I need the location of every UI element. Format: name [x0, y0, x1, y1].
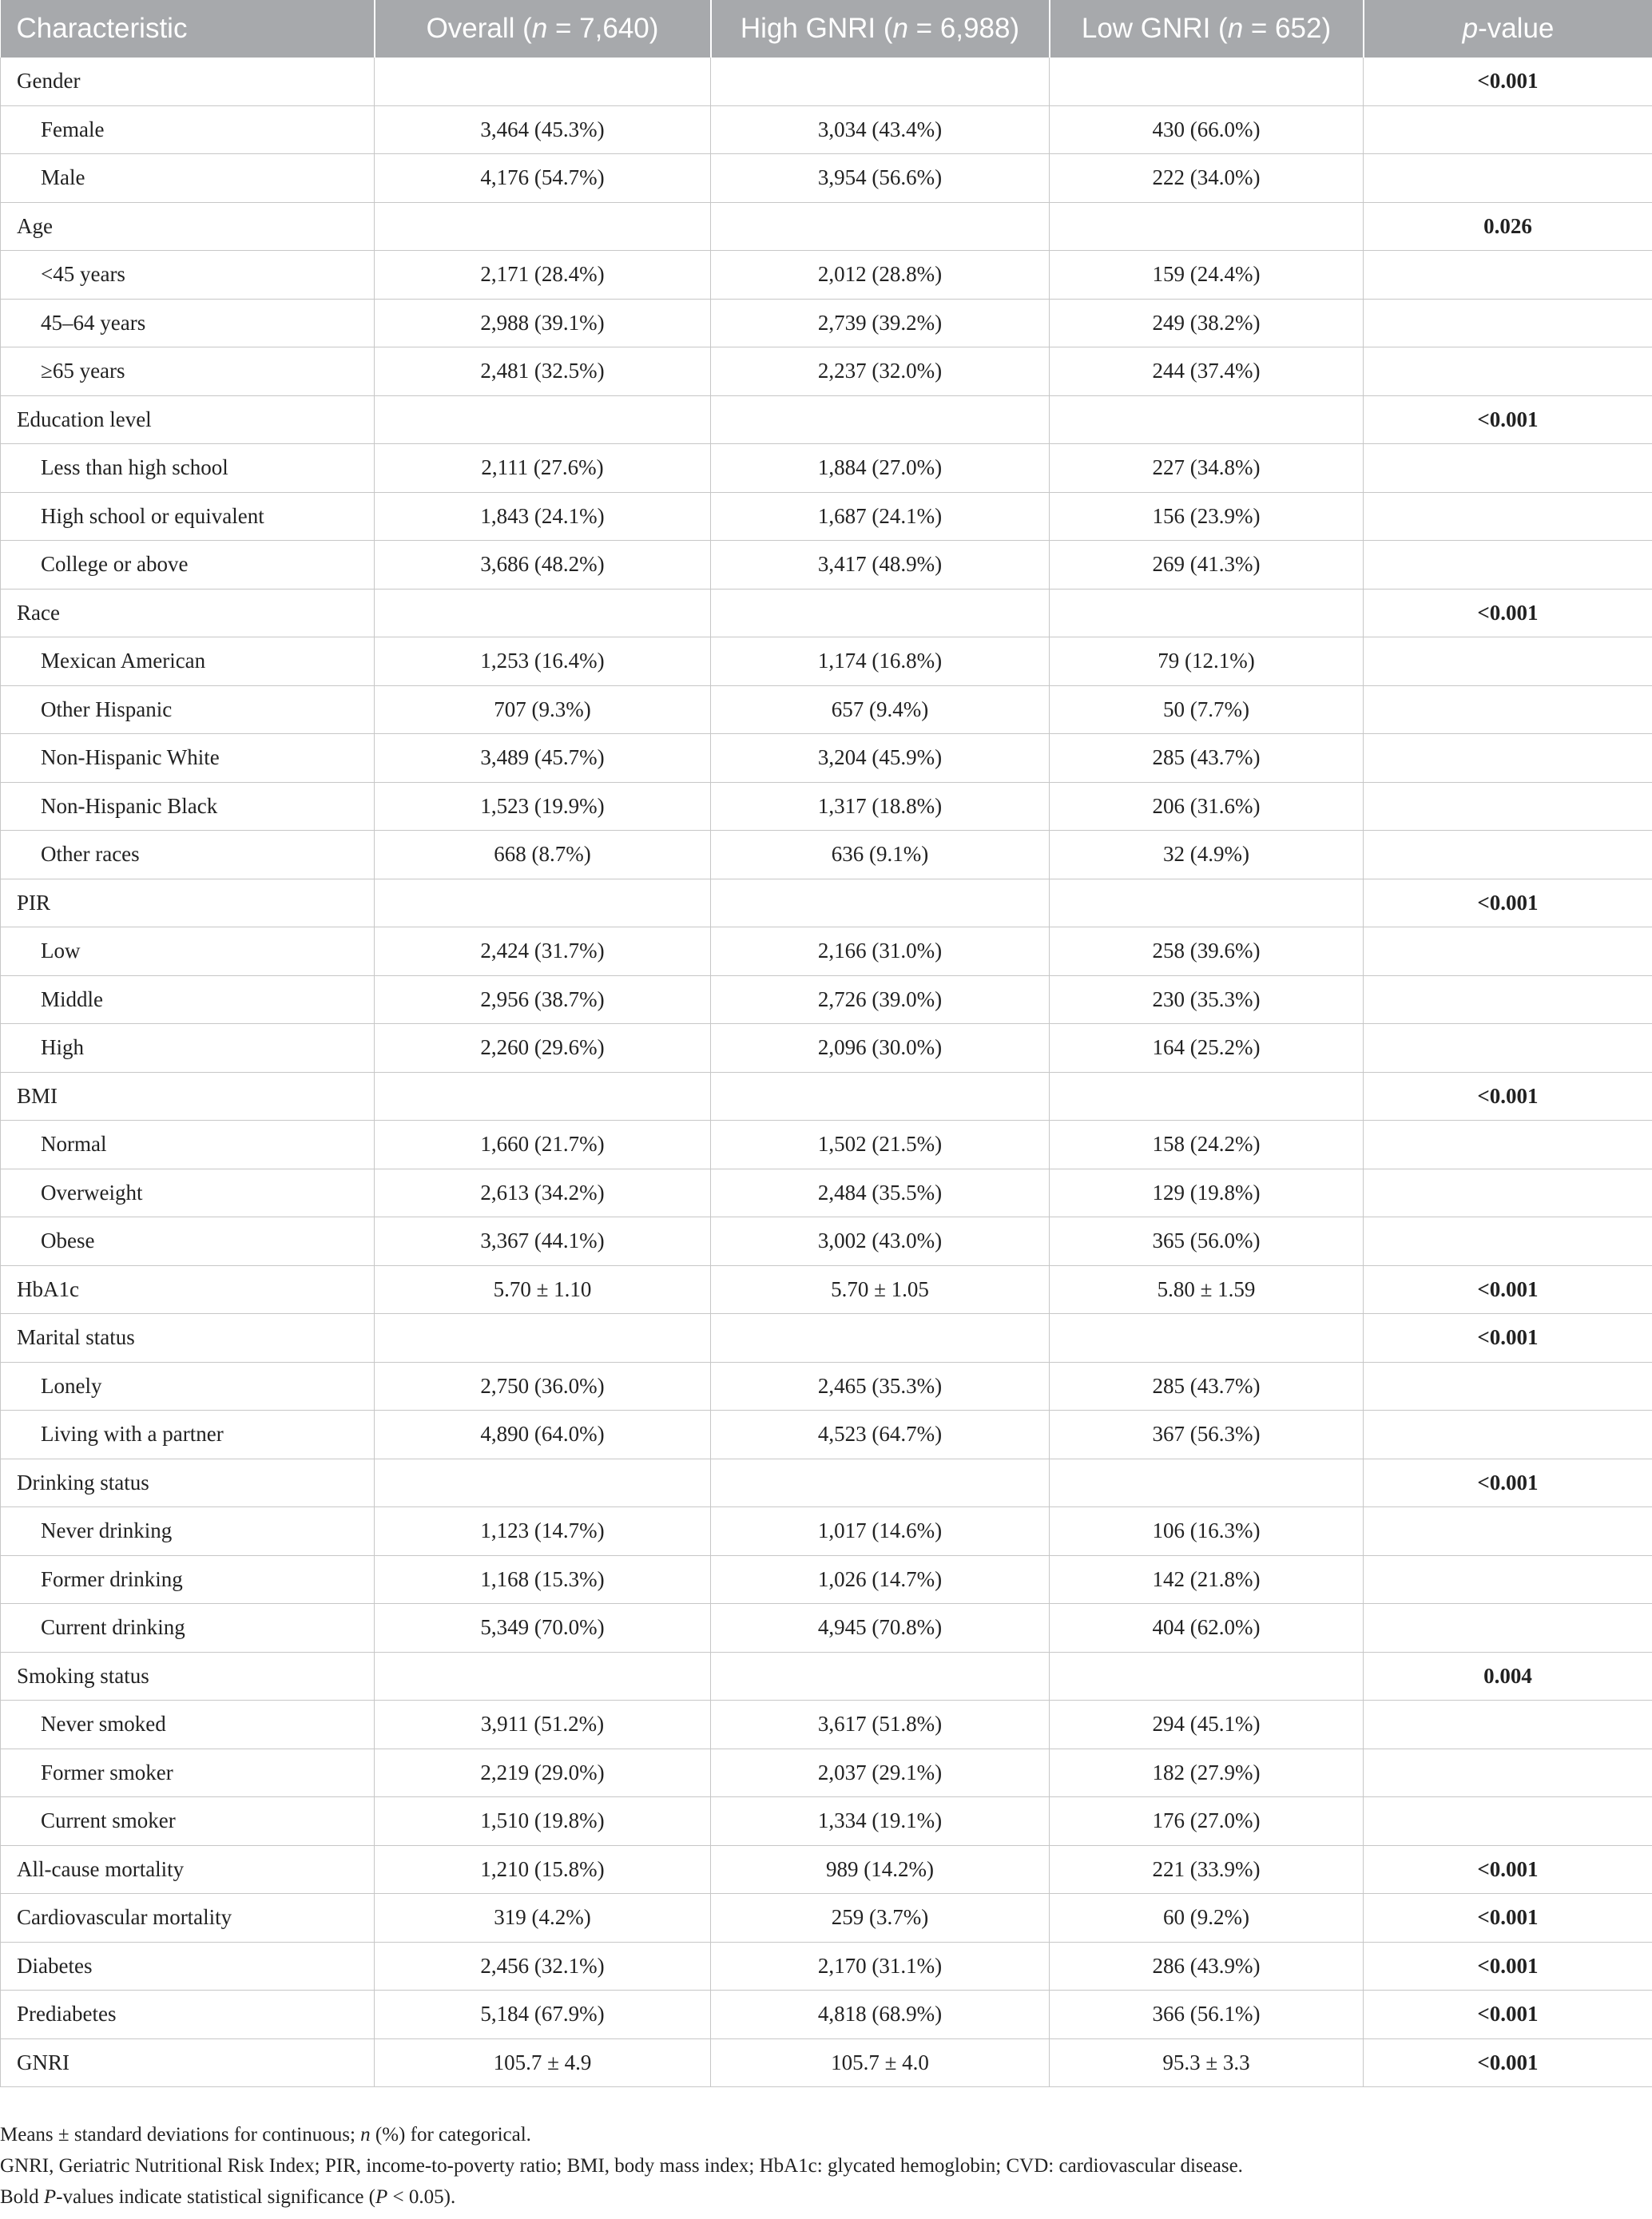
table-row: [1, 975, 1652, 1024]
row-label: Living with a partner: [1, 1411, 375, 1459]
header-low-gnri: Low GNRI (n = 652): [1050, 0, 1364, 58]
table-row: [1, 154, 1652, 203]
cell-p-value: <0.001: [1364, 1845, 1652, 1894]
cell-low-gnri: [1050, 1072, 1364, 1121]
cell-high-gnri: 1,026 (14.7%): [711, 1555, 1050, 1604]
cell-high-gnri: 3,417 (48.9%): [711, 541, 1050, 589]
cell-high-gnri: [711, 395, 1050, 444]
cell-high-gnri: 105.7 ± 4.0: [711, 2038, 1050, 2087]
cell-overall: 5,349 (70.0%): [375, 1604, 711, 1653]
row-label: Current smoker: [1, 1797, 375, 1846]
row-label: College or above: [1, 541, 375, 589]
row-label: Drinking status: [1, 1459, 375, 1507]
row-label: Current drinking: [1, 1604, 375, 1653]
cell-p-value: [1364, 154, 1652, 203]
cell-p-value: [1364, 637, 1652, 686]
cell-low-gnri: [1050, 589, 1364, 637]
row-label: Age: [1, 202, 375, 251]
row-label: <45 years: [1, 251, 375, 300]
row-label: Smoking status: [1, 1652, 375, 1701]
table-row: [1, 927, 1652, 976]
cell-overall: [375, 1314, 711, 1363]
cell-overall: 1,168 (15.3%): [375, 1555, 711, 1604]
row-label: ≥65 years: [1, 347, 375, 396]
table-row: [1, 831, 1652, 879]
cell-low-gnri: [1050, 1459, 1364, 1507]
cell-p-value: [1364, 1362, 1652, 1411]
table-row: [1, 1604, 1652, 1653]
cell-overall: 1,843 (24.1%): [375, 492, 711, 541]
row-label: GNRI: [1, 2038, 375, 2087]
table-row: [1, 1991, 1652, 2039]
cell-overall: 2,956 (38.7%): [375, 975, 711, 1024]
cell-low-gnri: 182 (27.9%): [1050, 1749, 1364, 1797]
row-label: Other races: [1, 831, 375, 879]
cell-p-value: <0.001: [1364, 1265, 1652, 1314]
cell-low-gnri: 285 (43.7%): [1050, 734, 1364, 783]
cell-low-gnri: 106 (16.3%): [1050, 1507, 1364, 1556]
table-row: [1, 1121, 1652, 1169]
cell-overall: 5,184 (67.9%): [375, 1991, 711, 2039]
cell-overall: [375, 1072, 711, 1121]
cell-high-gnri: [711, 1072, 1050, 1121]
cell-low-gnri: 206 (31.6%): [1050, 782, 1364, 831]
cell-high-gnri: 2,237 (32.0%): [711, 347, 1050, 396]
cell-low-gnri: 230 (35.3%): [1050, 975, 1364, 1024]
row-label: High: [1, 1024, 375, 1073]
cell-high-gnri: 2,484 (35.5%): [711, 1169, 1050, 1217]
row-label: Mexican American: [1, 637, 375, 686]
cell-high-gnri: 4,523 (64.7%): [711, 1411, 1050, 1459]
cell-p-value: <0.001: [1364, 2038, 1652, 2087]
cell-p-value: [1364, 492, 1652, 541]
cell-low-gnri: 5.80 ± 1.59: [1050, 1265, 1364, 1314]
cell-overall: 707 (9.3%): [375, 685, 711, 734]
table-row: [1, 444, 1652, 493]
cell-p-value: <0.001: [1364, 1894, 1652, 1943]
cell-high-gnri: 2,037 (29.1%): [711, 1749, 1050, 1797]
row-label: Never drinking: [1, 1507, 375, 1556]
cell-p-value: [1364, 1507, 1652, 1556]
table-row: [1, 347, 1652, 396]
row-label: Overweight: [1, 1169, 375, 1217]
cell-overall: 2,111 (27.6%): [375, 444, 711, 493]
cell-overall: 3,464 (45.3%): [375, 105, 711, 154]
table-row: [1, 879, 1652, 927]
cell-high-gnri: 4,818 (68.9%): [711, 1991, 1050, 2039]
cell-low-gnri: 221 (33.9%): [1050, 1845, 1364, 1894]
table-row: [1, 1555, 1652, 1604]
cell-high-gnri: [711, 1459, 1050, 1507]
cell-p-value: [1364, 1749, 1652, 1797]
cell-high-gnri: [711, 1652, 1050, 1701]
cell-low-gnri: 367 (56.3%): [1050, 1411, 1364, 1459]
cell-high-gnri: [711, 589, 1050, 637]
cell-high-gnri: 2,465 (35.3%): [711, 1362, 1050, 1411]
row-label: Former drinking: [1, 1555, 375, 1604]
cell-high-gnri: 4,945 (70.8%): [711, 1604, 1050, 1653]
row-label: Race: [1, 589, 375, 637]
row-label: HbA1c: [1, 1265, 375, 1314]
table-row: [1, 637, 1652, 686]
cell-overall: 2,481 (32.5%): [375, 347, 711, 396]
row-label: Non-Hispanic White: [1, 734, 375, 783]
cell-overall: 3,686 (48.2%): [375, 541, 711, 589]
table-row: [1, 1894, 1652, 1943]
cell-overall: 2,988 (39.1%): [375, 299, 711, 347]
cell-low-gnri: 32 (4.9%): [1050, 831, 1364, 879]
cell-overall: 1,660 (21.7%): [375, 1121, 711, 1169]
table-row: [1, 1701, 1652, 1749]
cell-low-gnri: 60 (9.2%): [1050, 1894, 1364, 1943]
cell-overall: [375, 1652, 711, 1701]
header-overall: Overall (n = 7,640): [375, 0, 711, 58]
cell-overall: 3,489 (45.7%): [375, 734, 711, 783]
row-label: Marital status: [1, 1314, 375, 1363]
cell-high-gnri: 3,204 (45.9%): [711, 734, 1050, 783]
row-label: Middle: [1, 975, 375, 1024]
cell-overall: 1,510 (19.8%): [375, 1797, 711, 1846]
cell-overall: 1,210 (15.8%): [375, 1845, 711, 1894]
cell-low-gnri: 244 (37.4%): [1050, 347, 1364, 396]
cell-overall: 3,911 (51.2%): [375, 1701, 711, 1749]
cell-p-value: [1364, 347, 1652, 396]
table-row: [1, 1797, 1652, 1846]
table-row: [1, 1749, 1652, 1797]
table-row: [1, 1265, 1652, 1314]
cell-low-gnri: 129 (19.8%): [1050, 1169, 1364, 1217]
cell-overall: [375, 879, 711, 927]
footnote-means: Means ± standard deviations for continuous; n (%) for categorical.: [0, 2124, 531, 2146]
cell-high-gnri: 2,739 (39.2%): [711, 299, 1050, 347]
cell-overall: 2,171 (28.4%): [375, 251, 711, 300]
row-label: Former smoker: [1, 1749, 375, 1797]
table-footnotes: [0, 2122, 1652, 2215]
row-label: Never smoked: [1, 1701, 375, 1749]
cell-low-gnri: 269 (41.3%): [1050, 541, 1364, 589]
cell-low-gnri: 258 (39.6%): [1050, 927, 1364, 976]
cell-overall: 2,260 (29.6%): [375, 1024, 711, 1073]
cell-p-value: [1364, 1169, 1652, 1217]
cell-p-value: <0.001: [1364, 58, 1652, 105]
header-high-gnri: High GNRI (n = 6,988): [711, 0, 1050, 58]
table-row: [1, 1845, 1652, 1894]
cell-low-gnri: 79 (12.1%): [1050, 637, 1364, 686]
cell-p-value: <0.001: [1364, 1459, 1652, 1507]
cell-high-gnri: 2,170 (31.1%): [711, 1942, 1050, 1991]
cell-p-value: [1364, 541, 1652, 589]
cell-high-gnri: 3,002 (43.0%): [711, 1217, 1050, 1266]
table-row: [1, 58, 1652, 105]
cell-high-gnri: 989 (14.2%): [711, 1845, 1050, 1894]
cell-p-value: [1364, 1797, 1652, 1846]
cell-p-value: [1364, 1604, 1652, 1653]
table-row: [1, 782, 1652, 831]
cell-high-gnri: 3,034 (43.4%): [711, 105, 1050, 154]
cell-p-value: <0.001: [1364, 1314, 1652, 1363]
cell-p-value: [1364, 1555, 1652, 1604]
row-label: Education level: [1, 395, 375, 444]
table-row: [1, 1942, 1652, 1991]
cell-p-value: [1364, 782, 1652, 831]
cell-low-gnri: [1050, 1314, 1364, 1363]
cell-p-value: [1364, 734, 1652, 783]
cell-overall: 2,219 (29.0%): [375, 1749, 711, 1797]
table-row: [1, 1314, 1652, 1363]
cell-overall: 1,123 (14.7%): [375, 1507, 711, 1556]
cell-low-gnri: 404 (62.0%): [1050, 1604, 1364, 1653]
table-row: [1, 202, 1652, 251]
cell-high-gnri: 657 (9.4%): [711, 685, 1050, 734]
cell-high-gnri: 1,334 (19.1%): [711, 1797, 1050, 1846]
cell-high-gnri: [711, 879, 1050, 927]
cell-p-value: [1364, 105, 1652, 154]
cell-p-value: [1364, 1411, 1652, 1459]
row-label: Cardiovascular mortality: [1, 1894, 375, 1943]
cell-overall: 3,367 (44.1%): [375, 1217, 711, 1266]
table-row: [1, 395, 1652, 444]
table-row: [1, 2038, 1652, 2087]
cell-low-gnri: 176 (27.0%): [1050, 1797, 1364, 1846]
table-row: [1, 1169, 1652, 1217]
table-row: [1, 1459, 1652, 1507]
footnote-significance: Bold P-values indicate statistical significance (P < 0.05).: [0, 2186, 456, 2208]
cell-low-gnri: 249 (38.2%): [1050, 299, 1364, 347]
row-label: Female: [1, 105, 375, 154]
cell-overall: [375, 202, 711, 251]
row-label: Non-Hispanic Black: [1, 782, 375, 831]
cell-overall: 2,613 (34.2%): [375, 1169, 711, 1217]
cell-low-gnri: [1050, 1652, 1364, 1701]
cell-p-value: <0.001: [1364, 1991, 1652, 2039]
cell-p-value: [1364, 1024, 1652, 1073]
table-row: [1, 492, 1652, 541]
header-p-value: p-value: [1364, 0, 1652, 58]
cell-overall: [375, 395, 711, 444]
cell-p-value: [1364, 1701, 1652, 1749]
cell-low-gnri: 95.3 ± 3.3: [1050, 2038, 1364, 2087]
table-body: [1, 58, 1652, 2087]
cell-p-value: [1364, 444, 1652, 493]
cell-high-gnri: 1,317 (18.8%): [711, 782, 1050, 831]
cell-low-gnri: 227 (34.8%): [1050, 444, 1364, 493]
table-row: [1, 1411, 1652, 1459]
cell-p-value: [1364, 1121, 1652, 1169]
row-label: BMI: [1, 1072, 375, 1121]
row-label: Other Hispanic: [1, 685, 375, 734]
cell-high-gnri: 2,726 (39.0%): [711, 975, 1050, 1024]
cell-low-gnri: 159 (24.4%): [1050, 251, 1364, 300]
cell-p-value: <0.001: [1364, 879, 1652, 927]
table-row: [1, 1652, 1652, 1701]
header-row: [1, 0, 1652, 58]
table-row: [1, 105, 1652, 154]
header-characteristic: Characteristic: [1, 0, 375, 58]
cell-p-value: [1364, 831, 1652, 879]
row-label: Gender: [1, 58, 375, 105]
cell-p-value: <0.001: [1364, 1072, 1652, 1121]
footnote-abbreviations: GNRI, Geriatric Nutritional Risk Index; PIR, income-to-poverty ratio; BMI, body mass index; HbA1c: glycated hemoglobin; CVD: cardiovascular disease.: [0, 2155, 1243, 2177]
cell-p-value: <0.001: [1364, 589, 1652, 637]
cell-p-value: [1364, 975, 1652, 1024]
row-label: High school or equivalent: [1, 492, 375, 541]
cell-high-gnri: [711, 1314, 1050, 1363]
row-label: Prediabetes: [1, 1991, 375, 2039]
cell-low-gnri: 50 (7.7%): [1050, 685, 1364, 734]
cell-low-gnri: 286 (43.9%): [1050, 1942, 1364, 1991]
cell-high-gnri: [711, 202, 1050, 251]
cell-p-value: [1364, 299, 1652, 347]
cell-p-value: [1364, 1217, 1652, 1266]
cell-low-gnri: 365 (56.0%): [1050, 1217, 1364, 1266]
row-label: PIR: [1, 879, 375, 927]
cell-high-gnri: 1,017 (14.6%): [711, 1507, 1050, 1556]
cell-overall: 105.7 ± 4.9: [375, 2038, 711, 2087]
cell-low-gnri: 430 (66.0%): [1050, 105, 1364, 154]
cell-high-gnri: 1,884 (27.0%): [711, 444, 1050, 493]
cell-low-gnri: 222 (34.0%): [1050, 154, 1364, 203]
cell-high-gnri: 1,687 (24.1%): [711, 492, 1050, 541]
cell-low-gnri: 366 (56.1%): [1050, 1991, 1364, 2039]
row-label: Male: [1, 154, 375, 203]
cell-high-gnri: 3,617 (51.8%): [711, 1701, 1050, 1749]
cell-low-gnri: 142 (21.8%): [1050, 1555, 1364, 1604]
cell-high-gnri: 259 (3.7%): [711, 1894, 1050, 1943]
table-row: [1, 685, 1652, 734]
cell-low-gnri: 158 (24.2%): [1050, 1121, 1364, 1169]
cell-p-value: [1364, 251, 1652, 300]
cell-low-gnri: [1050, 202, 1364, 251]
row-label: Obese: [1, 1217, 375, 1266]
cell-overall: 2,750 (36.0%): [375, 1362, 711, 1411]
cell-high-gnri: 1,502 (21.5%): [711, 1121, 1050, 1169]
row-label: Normal: [1, 1121, 375, 1169]
cell-overall: [375, 58, 711, 105]
cell-p-value: 0.026: [1364, 202, 1652, 251]
cell-overall: [375, 1459, 711, 1507]
cell-high-gnri: 2,096 (30.0%): [711, 1024, 1050, 1073]
cell-low-gnri: [1050, 395, 1364, 444]
cell-low-gnri: 164 (25.2%): [1050, 1024, 1364, 1073]
cell-low-gnri: [1050, 58, 1364, 105]
cell-high-gnri: 1,174 (16.8%): [711, 637, 1050, 686]
cell-p-value: 0.004: [1364, 1652, 1652, 1701]
table-row: [1, 1507, 1652, 1556]
row-label: Low: [1, 927, 375, 976]
row-label: Lonely: [1, 1362, 375, 1411]
cell-p-value: [1364, 685, 1652, 734]
cell-overall: 2,456 (32.1%): [375, 1942, 711, 1991]
table-row: [1, 299, 1652, 347]
cell-high-gnri: 2,012 (28.8%): [711, 251, 1050, 300]
table-row: [1, 1362, 1652, 1411]
cell-overall: 1,253 (16.4%): [375, 637, 711, 686]
cell-low-gnri: 156 (23.9%): [1050, 492, 1364, 541]
cell-high-gnri: [711, 58, 1050, 105]
cell-high-gnri: 636 (9.1%): [711, 831, 1050, 879]
cell-low-gnri: [1050, 879, 1364, 927]
row-label: All-cause mortality: [1, 1845, 375, 1894]
cell-overall: 668 (8.7%): [375, 831, 711, 879]
table-row: [1, 251, 1652, 300]
cell-overall: 319 (4.2%): [375, 1894, 711, 1943]
table-row: [1, 541, 1652, 589]
table-row: [1, 1217, 1652, 1266]
cell-p-value: <0.001: [1364, 395, 1652, 444]
cell-overall: 1,523 (19.9%): [375, 782, 711, 831]
cell-overall: 4,176 (54.7%): [375, 154, 711, 203]
cell-high-gnri: 2,166 (31.0%): [711, 927, 1050, 976]
row-label: Diabetes: [1, 1942, 375, 1991]
cell-high-gnri: 5.70 ± 1.05: [711, 1265, 1050, 1314]
cell-p-value: [1364, 927, 1652, 976]
cell-overall: 4,890 (64.0%): [375, 1411, 711, 1459]
cell-p-value: <0.001: [1364, 1942, 1652, 1991]
cell-overall: 5.70 ± 1.10: [375, 1265, 711, 1314]
cell-overall: [375, 589, 711, 637]
cell-low-gnri: 294 (45.1%): [1050, 1701, 1364, 1749]
table-row: [1, 1024, 1652, 1073]
table-row: [1, 589, 1652, 637]
cell-low-gnri: 285 (43.7%): [1050, 1362, 1364, 1411]
cell-overall: 2,424 (31.7%): [375, 927, 711, 976]
row-label: Less than high school: [1, 444, 375, 493]
table-row: [1, 734, 1652, 783]
cell-high-gnri: 3,954 (56.6%): [711, 154, 1050, 203]
row-label: 45–64 years: [1, 299, 375, 347]
table-row: [1, 1072, 1652, 1121]
